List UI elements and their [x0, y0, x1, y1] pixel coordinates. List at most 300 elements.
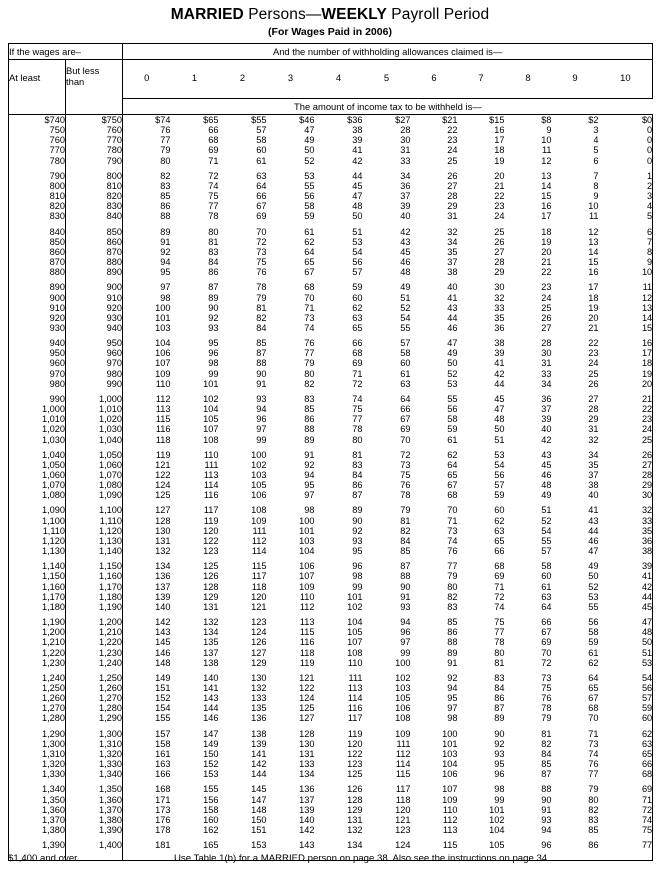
cell-tax-allowance-4: 134 [347, 840, 363, 851]
table-row [9, 156, 653, 166]
cell-tax-allowance-0: 176 [123, 815, 171, 825]
cell-tax-allowance-0: 104 [123, 338, 171, 348]
cell-tax-allowance-1: 77 [208, 201, 219, 212]
cell-tax-allowance-0: 116 [123, 424, 171, 434]
table-row [9, 247, 653, 257]
cell-tax-allowance-10: 65 [599, 749, 653, 759]
cell-tax-allowance-0: 88 [123, 211, 171, 221]
cell-tax-allowance-0: 181 [123, 840, 171, 850]
cell-tax-allowance-9: 61 [588, 647, 599, 658]
page-subtitle: (For Wages Paid in 2006) [268, 26, 392, 38]
cell-tax-allowance-6: 107 [442, 784, 458, 795]
cell-tax-allowance-3: 130 [299, 738, 315, 749]
cell-tax-allowance-10: 27 [599, 460, 653, 470]
cell-tax-allowance-1: 149 [203, 738, 219, 749]
cell-at-least: 940 [9, 338, 66, 348]
cell-tax-allowance-1: 113 [203, 470, 219, 480]
cell-but-less-than: 880 [66, 257, 123, 267]
cell-tax-allowance-4: 72 [352, 378, 363, 389]
cell-tax-allowance-5: 106 [395, 703, 411, 714]
cell-tax-allowance-7: 65 [494, 535, 505, 546]
cell-tax-allowance-9: 19 [588, 302, 599, 313]
table-row [9, 693, 653, 703]
cell-but-less-than: 810 [66, 181, 123, 191]
cell-tax-allowance-5: 28 [400, 125, 411, 136]
cell-tax-allowance-0: 151 [123, 683, 171, 693]
cell-tax-allowance-2: 70 [256, 226, 267, 237]
cell-tax-allowance-6: 73 [447, 525, 458, 536]
cell-but-less-than: 870 [66, 247, 123, 257]
cell-tax-allowance-2: 97 [256, 424, 267, 435]
cell-tax-allowance-7: 38 [494, 338, 505, 349]
cell-tax-allowance-3: 47 [304, 125, 315, 136]
cell-tax-allowance-1: 155 [203, 784, 219, 795]
cell-tax-allowance-5: 36 [400, 180, 411, 191]
cell-tax-allowance-0: 134 [123, 561, 171, 571]
cell-tax-allowance-5: 45 [400, 246, 411, 257]
cell-tax-allowance-0: 168 [123, 784, 171, 794]
cell-tax-allowance-3: 91 [304, 449, 315, 460]
table-row [9, 805, 653, 815]
cell-tax-allowance-7: 59 [494, 490, 505, 501]
cell-tax-allowance-1: 69 [208, 145, 219, 156]
cell-tax-allowance-6: 50 [447, 358, 458, 369]
cell-tax-allowance-1: 158 [203, 804, 219, 815]
cell-tax-allowance-4: 83 [352, 459, 363, 470]
cell-tax-allowance-9: 49 [588, 561, 599, 572]
cell-tax-allowance-7: 25 [494, 226, 505, 237]
cell-at-least: 1,350 [9, 795, 66, 805]
cell-tax-allowance-10: 19 [599, 369, 653, 379]
cell-tax-allowance-2: 145 [251, 784, 267, 795]
table-row [9, 450, 653, 460]
cell-tax-allowance-3: 74 [304, 322, 315, 333]
cell-at-least: 1,030 [9, 435, 66, 445]
cell-tax-allowance-8: 39 [541, 414, 552, 425]
cell-but-less-than: 1,160 [66, 571, 123, 581]
cell-tax-allowance-8: $8 [541, 115, 552, 125]
cell-tax-allowance-5: 88 [400, 571, 411, 582]
cell-tax-allowance-10: 28 [599, 470, 653, 480]
table-row [9, 516, 653, 526]
cell-tax-allowance-5: 90 [400, 581, 411, 592]
cell-tax-allowance-1: 126 [203, 571, 219, 582]
cell-tax-allowance-5: 102 [395, 672, 411, 683]
cell-tax-allowance-2: 130 [251, 672, 267, 683]
table-header [9, 44, 653, 115]
cell-tax-allowance-2: 136 [251, 713, 267, 724]
cell-at-least: 820 [9, 201, 66, 211]
cell-tax-allowance-2: 66 [256, 191, 267, 202]
table-row [9, 526, 653, 536]
cell-tax-allowance-4: 116 [347, 703, 363, 714]
cell-tax-allowance-8: 48 [541, 480, 552, 491]
table-row [9, 673, 653, 683]
cell-tax-allowance-7: 17 [494, 135, 505, 146]
cell-tax-allowance-8: 79 [541, 713, 552, 724]
table-row [9, 181, 653, 191]
cell-tax-allowance-6: 77 [447, 561, 458, 572]
cell-tax-allowance-9: 10 [588, 201, 599, 212]
cell-tax-allowance-5: 114 [395, 759, 411, 770]
cell-at-least: 910 [9, 303, 66, 313]
cell-but-less-than: 1,250 [66, 673, 123, 683]
cell-tax-allowance-7: 105 [489, 840, 505, 851]
cell-tax-allowance-9: 74 [588, 748, 599, 759]
cell-tax-allowance-6: 27 [447, 180, 458, 191]
cell-tax-allowance-8: 91 [541, 804, 552, 815]
cell-tax-allowance-3: 95 [304, 480, 315, 491]
table-row [9, 191, 653, 201]
cell-tax-allowance-9: 6 [593, 155, 599, 166]
cell-tax-allowance-0: 166 [123, 769, 171, 779]
cell-tax-allowance-2: 118 [251, 581, 267, 592]
wages-header: If the wages are– [9, 44, 123, 60]
cell-tax-allowance-1: 92 [208, 312, 219, 323]
cell-tax-allowance-0: 152 [123, 693, 171, 703]
cell-but-less-than: 950 [66, 338, 123, 348]
cell-tax-allowance-7: 56 [494, 470, 505, 480]
cell-tax-allowance-5: 30 [400, 135, 411, 146]
cell-tax-allowance-0: 171 [123, 795, 171, 805]
cell-tax-allowance-2: 57 [256, 125, 267, 136]
cell-tax-allowance-3: 65 [304, 257, 315, 268]
cell-tax-allowance-8: 94 [541, 825, 552, 835]
cell-tax-allowance-10: 25 [599, 435, 653, 445]
cell-tax-allowance-6: 26 [447, 170, 458, 181]
cell-at-least: 1,310 [9, 749, 66, 759]
cell-tax-allowance-4: 53 [352, 236, 363, 247]
cell-tax-allowance-1: 140 [203, 672, 219, 683]
table-row [9, 470, 653, 480]
cell-tax-allowance-2: 99 [256, 434, 267, 445]
cell-tax-allowance-1: 135 [203, 637, 219, 648]
cell-tax-allowance-6: 35 [447, 246, 458, 257]
cell-tax-allowance-3: 62 [304, 236, 315, 247]
cell-tax-allowance-7: 95 [494, 759, 505, 770]
cell-at-least: $740 [9, 115, 66, 126]
cell-but-less-than: 920 [66, 303, 123, 313]
cell-at-least: 830 [9, 211, 66, 221]
cell-tax-allowance-2: 106 [251, 490, 267, 501]
cell-but-less-than: 1,290 [66, 713, 123, 723]
cell-tax-allowance-4: 125 [347, 769, 363, 780]
cell-tax-allowance-3: 109 [299, 581, 315, 592]
cell-tax-allowance-7: 28 [494, 257, 505, 268]
cell-tax-allowance-1: 75 [208, 191, 219, 202]
cell-tax-allowance-1: 68 [208, 135, 219, 146]
cell-at-least: 1,370 [9, 815, 66, 825]
cell-tax-allowance-5: 81 [400, 515, 411, 526]
cell-tax-allowance-0: 101 [123, 313, 171, 323]
cell-tax-allowance-2: 117 [251, 571, 267, 582]
cell-tax-allowance-8: 28 [541, 338, 552, 349]
cell-tax-allowance-8: 49 [541, 490, 552, 501]
cell-tax-allowance-2: 81 [256, 302, 267, 313]
cell-tax-allowance-0: 113 [123, 404, 171, 414]
cell-tax-allowance-4: 98 [352, 571, 363, 582]
cell-tax-allowance-10: 14 [599, 313, 653, 323]
cell-tax-allowance-5: 117 [395, 784, 411, 795]
cell-but-less-than: 1,130 [66, 536, 123, 546]
cell-tax-allowance-1: 66 [208, 125, 219, 136]
cell-tax-allowance-10: 0 [599, 135, 653, 145]
cell-tax-allowance-4: 122 [347, 748, 363, 759]
cell-tax-allowance-1: 84 [208, 257, 219, 268]
cell-tax-allowance-0: 86 [123, 201, 171, 211]
cell-tax-allowance-1: 141 [203, 682, 219, 693]
cell-tax-allowance-1: 117 [203, 505, 219, 516]
cell-tax-allowance-3: 136 [299, 784, 315, 795]
table-row [9, 490, 653, 500]
table-row [9, 703, 653, 713]
cell-tax-allowance-1: 138 [203, 657, 219, 668]
table-row [9, 592, 653, 602]
cell-tax-allowance-1: 108 [203, 434, 219, 445]
cell-tax-allowance-8: 45 [541, 459, 552, 470]
cell-tax-allowance-3: 139 [299, 804, 315, 815]
cell-tax-allowance-9: 64 [588, 672, 599, 683]
cell-tax-allowance-9: 56 [588, 617, 599, 628]
cell-tax-allowance-6: 58 [447, 414, 458, 425]
cell-tax-allowance-7: 18 [494, 145, 505, 156]
cell-at-least: 1,160 [9, 582, 66, 592]
cell-but-less-than: 780 [66, 145, 123, 155]
cell-tax-allowance-0: 79 [123, 145, 171, 155]
cell-tax-allowance-10: 42 [599, 582, 653, 592]
cell-tax-allowance-1: 71 [208, 155, 219, 166]
cell-tax-allowance-9: 20 [588, 312, 599, 323]
cell-tax-allowance-4: 51 [352, 226, 363, 237]
column-header-6: 6 [431, 71, 437, 83]
cell-tax-allowance-5: 78 [400, 490, 411, 501]
cell-tax-allowance-1: 87 [208, 282, 219, 293]
cell-tax-allowance-3: $46 [299, 115, 315, 125]
cell-tax-allowance-9: 26 [588, 378, 599, 389]
table-row [9, 815, 653, 825]
cell-tax-allowance-7: 86 [494, 693, 505, 704]
cell-at-least: 1,150 [9, 571, 66, 581]
cell-tax-allowance-7: 75 [494, 617, 505, 628]
cell-tax-allowance-9: 34 [588, 449, 599, 460]
cell-at-least: 970 [9, 369, 66, 379]
cell-tax-allowance-5: $27 [395, 115, 411, 125]
table-row [9, 257, 653, 267]
cell-tax-allowance-0: 149 [123, 673, 171, 683]
cell-tax-allowance-9: 14 [588, 246, 599, 257]
cell-tax-allowance-6: 109 [442, 794, 458, 805]
cell-tax-allowance-3: 100 [299, 515, 315, 526]
cell-at-least: 1,090 [9, 505, 66, 515]
cell-tax-allowance-4: 78 [352, 424, 363, 435]
cell-at-least: 1,390 [9, 840, 66, 850]
cell-but-less-than: 930 [66, 313, 123, 323]
cell-tax-allowance-10: 30 [599, 490, 653, 500]
cell-at-least: 1,190 [9, 617, 66, 627]
cell-tax-allowance-9: 21 [588, 322, 599, 333]
cell-tax-allowance-10: 47 [599, 617, 653, 627]
cell-tax-allowance-10: 59 [599, 703, 653, 713]
cell-tax-allowance-4: 68 [352, 348, 363, 359]
cell-tax-allowance-10: 66 [599, 759, 653, 769]
cell-tax-allowance-5: 93 [400, 601, 411, 612]
table-body [9, 115, 653, 861]
cell-but-less-than: 940 [66, 323, 123, 333]
cell-tax-allowance-7: 57 [494, 480, 505, 491]
cell-tax-allowance-0: 142 [123, 617, 171, 627]
cell-tax-allowance-9: 37 [588, 470, 599, 480]
cell-tax-allowance-4: 119 [347, 728, 363, 739]
cell-but-less-than: 1,190 [66, 602, 123, 612]
cell-tax-allowance-9: 3 [593, 125, 599, 136]
cell-tax-allowance-5: 63 [400, 378, 411, 389]
cell-tax-allowance-10: 57 [599, 693, 653, 703]
cell-tax-allowance-1: 86 [208, 267, 219, 278]
column-header-3: 3 [287, 71, 294, 83]
cell-tax-allowance-0: 115 [123, 414, 171, 424]
cell-at-least: 980 [9, 379, 66, 389]
cell-tax-allowance-7: 45 [494, 393, 505, 404]
cell-tax-allowance-2: 108 [251, 505, 267, 516]
cell-but-less-than: 1,280 [66, 703, 123, 713]
cell-tax-allowance-10: 12 [599, 293, 653, 303]
cell-tax-allowance-6: 91 [447, 657, 458, 668]
cell-tax-allowance-3: 127 [299, 713, 315, 724]
cell-tax-allowance-2: 132 [251, 682, 267, 693]
cell-tax-allowance-2: 75 [256, 257, 267, 268]
cell-tax-allowance-4: 87 [352, 490, 363, 501]
cell-tax-allowance-4: 104 [347, 617, 363, 628]
cell-tax-allowance-6: 61 [447, 434, 458, 445]
cell-tax-allowance-6: 44 [447, 312, 458, 323]
cell-at-least: 990 [9, 394, 66, 404]
cell-at-least: 1,080 [9, 490, 66, 500]
cell-tax-allowance-1: 152 [203, 759, 219, 770]
cell-tax-allowance-4: 54 [352, 246, 363, 257]
cell-tax-allowance-9: 70 [588, 713, 599, 724]
cell-tax-allowance-4: 95 [352, 546, 363, 557]
cell-tax-allowance-6: 23 [447, 135, 458, 146]
cell-but-less-than: 1,320 [66, 749, 123, 759]
cell-but-less-than: 1,060 [66, 460, 123, 470]
cell-tax-allowance-1: 90 [208, 302, 219, 313]
cell-tax-allowance-3: 119 [299, 657, 315, 668]
cell-tax-allowance-4: 86 [352, 480, 363, 491]
table-row [9, 825, 653, 835]
cell-tax-allowance-0: 154 [123, 703, 171, 713]
cell-tax-allowance-0: 118 [123, 435, 171, 445]
cell-tax-allowance-1: 89 [208, 292, 219, 303]
cell-tax-allowance-3: 142 [299, 825, 315, 835]
table-row [9, 582, 653, 592]
cell-tax-allowance-2: 61 [256, 155, 267, 166]
cell-tax-allowance-8: 25 [541, 302, 552, 313]
cell-tax-allowance-9: 28 [588, 404, 599, 415]
cell-tax-allowance-10: 13 [599, 303, 653, 313]
cell-tax-allowance-7: 36 [494, 322, 505, 333]
cell-tax-allowance-7: 80 [494, 647, 505, 658]
cell-tax-allowance-5: 69 [400, 424, 411, 435]
cell-at-least: 860 [9, 247, 66, 257]
cell-at-least: 1,290 [9, 729, 66, 739]
cell-at-least: 1,010 [9, 414, 66, 424]
cell-tax-allowance-2: 120 [251, 591, 267, 602]
cell-tax-allowance-4: 59 [352, 282, 363, 293]
cell-tax-allowance-8: 14 [541, 180, 552, 191]
cell-tax-allowance-3: 79 [304, 358, 315, 369]
cell-at-least: 1,070 [9, 480, 66, 490]
cell-tax-allowance-8: 61 [541, 581, 552, 592]
cell-tax-allowance-10: 21 [599, 394, 653, 404]
cell-tax-allowance-4: 101 [347, 591, 363, 602]
cell-but-less-than: 1,220 [66, 637, 123, 647]
cell-but-less-than: 1,390 [66, 825, 123, 835]
cell-tax-allowance-6: 113 [442, 825, 458, 835]
cell-tax-allowance-8: 16 [541, 201, 552, 212]
cell-tax-allowance-1: 119 [203, 515, 219, 526]
cell-but-less-than: 1,070 [66, 470, 123, 480]
table-row [9, 713, 653, 723]
cell-tax-allowance-2: 126 [251, 637, 267, 648]
cell-tax-allowance-0: 85 [123, 191, 171, 201]
cell-at-least: 1,380 [9, 825, 66, 835]
cell-tax-allowance-8: 23 [541, 282, 552, 293]
table-row [9, 358, 653, 368]
cell-at-least: 1,240 [9, 673, 66, 683]
cell-tax-allowance-2: 129 [251, 657, 267, 668]
cell-tax-allowance-2: 112 [251, 535, 267, 546]
cell-tax-allowance-8: 81 [541, 728, 552, 739]
cell-tax-allowance-5: 51 [400, 292, 411, 303]
cell-tax-allowance-10: 45 [599, 602, 653, 612]
cell-tax-allowance-1: 156 [203, 794, 219, 805]
cell-tax-allowance-1: 110 [203, 449, 219, 460]
cell-tax-allowance-10: 0 [599, 156, 653, 166]
cell-tax-allowance-10: 18 [599, 358, 653, 368]
cell-tax-allowance-1: 153 [203, 769, 219, 780]
cell-tax-allowance-3: 86 [304, 414, 315, 425]
cell-tax-allowance-6: 80 [447, 581, 458, 592]
cell-tax-allowance-10: 74 [599, 815, 653, 825]
cell-tax-allowance-8: 52 [541, 515, 552, 526]
cell-tax-allowance-0: 127 [123, 505, 171, 515]
cell-tax-allowance-2: 111 [252, 525, 267, 536]
cell-tax-allowance-3: 82 [304, 378, 315, 389]
cell-tax-allowance-3: 121 [299, 672, 315, 683]
cell-tax-allowance-5: 99 [400, 647, 411, 658]
cell-tax-allowance-8: 9 [546, 125, 552, 136]
cell-tax-allowance-5: 39 [400, 201, 411, 212]
cell-tax-allowance-9: 31 [588, 424, 599, 435]
cell-tax-allowance-7: 29 [494, 267, 505, 278]
cell-tax-allowance-2: 82 [256, 312, 267, 323]
cell-tax-allowance-2: 114 [251, 546, 267, 557]
cell-but-less-than: 1,200 [66, 617, 123, 627]
cell-tax-allowance-7: 44 [494, 378, 505, 389]
cell-tax-allowance-1: 131 [203, 601, 219, 612]
cell-tax-allowance-6: $21 [442, 115, 458, 125]
cell-tax-allowance-7: 83 [494, 672, 505, 683]
cell-tax-allowance-0: 146 [123, 648, 171, 658]
cell-tax-allowance-2: 79 [256, 292, 267, 303]
cell-tax-allowance-4: 89 [352, 505, 363, 516]
cell-at-least: 770 [9, 145, 66, 155]
cell-tax-allowance-2: 90 [256, 368, 267, 379]
cell-tax-allowance-6: 31 [447, 211, 458, 222]
cell-tax-allowance-10: 68 [599, 769, 653, 779]
cell-at-least: 1,330 [9, 769, 66, 779]
cell-tax-allowance-1: 83 [208, 246, 219, 257]
